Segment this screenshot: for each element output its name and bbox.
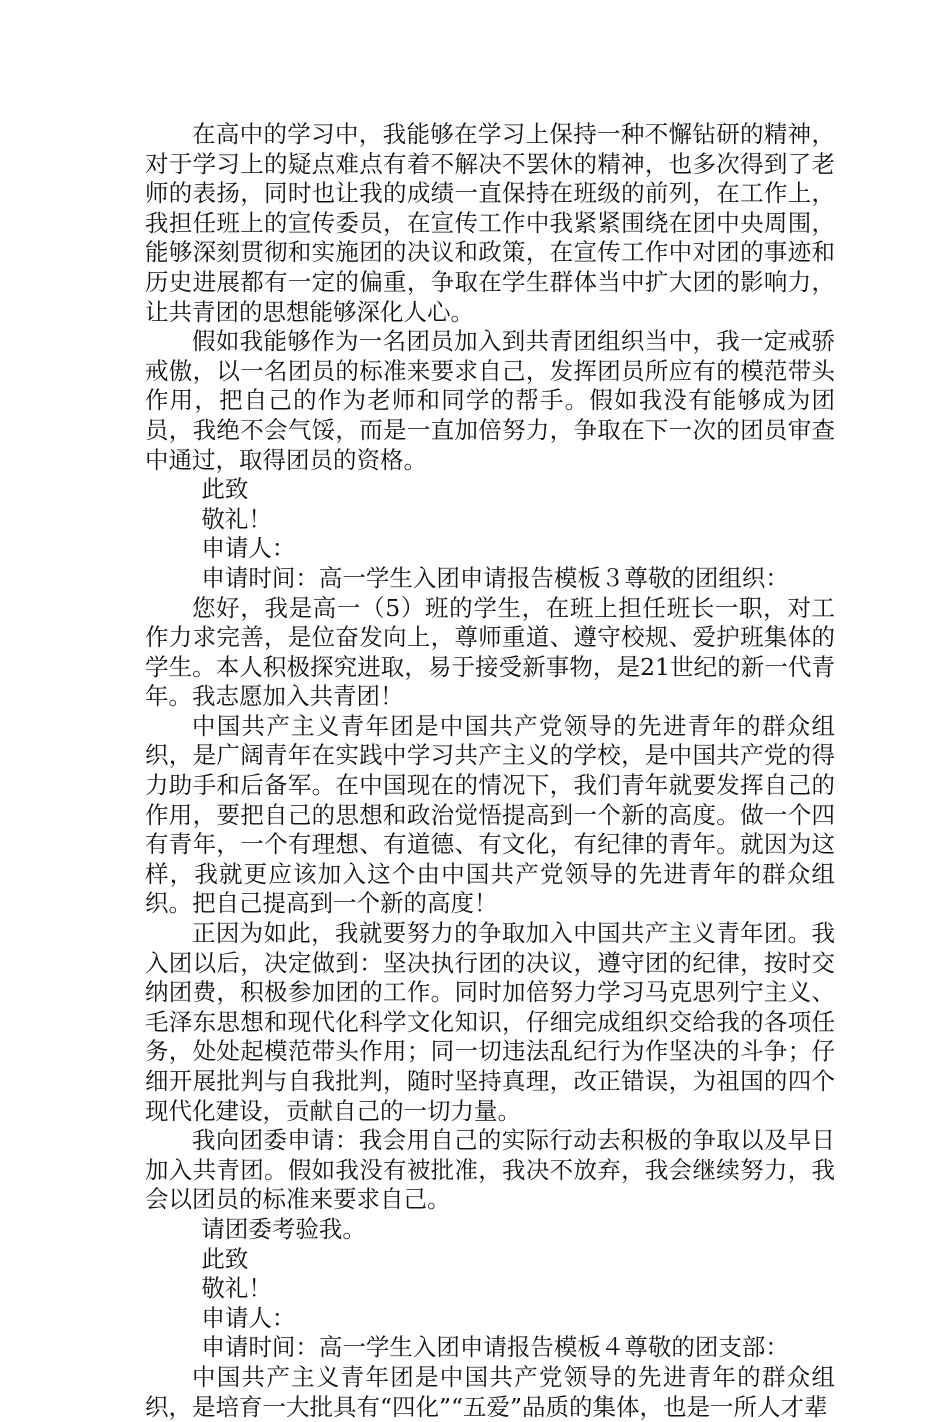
- closing-salutation: 此致: [201, 475, 249, 504]
- paragraph-league-definition: 中国共产主义青年团是中国共产党领导的先进青年的群众组织，是培育一大批具有“四化”“五爱”品质的集体，也是一所人才辈: [145, 1362, 835, 1421]
- paragraph-study: 在高中的学习中，我能够在学习上保持一种不懈钻研的精神，对于学习上的疑点难点有着不解决不罢休的精神，也多次得到了老师的表扬，同时也让我的成绩一直保持在班级的前列，在工作上，我担任班上的宣传委员，在宣传工作中我紧紧围绕在团中央周围，能够深刻贯彻和实施团的决议和政策，在宣传工作中对团的事迹和历史进展都有一定的偏重，争取在学生群体当中扩大团的影响力，让共青团的思想能够深化人心。: [145, 120, 835, 326]
- paragraph-request: 我向团委申请：我会用自己的实际行动去积极的争取以及早日加入共青团。假如我没有被批准，我决不放弃，我会继续努力，我会以团员的标准来要求自己。: [145, 1126, 835, 1214]
- paragraph-league-intro: 中国共产主义青年团是中国共产党领导的先进青年的群众组织，是广阔青年在实践中学习共产主义的学校，是中国共产党的得力助手和后备军。在中国现在的情况下，我们青年就要发挥自己的作用，要把自己的思想和政治觉悟提高到一个新的高度。做一个四有青年，一个有理想、有道德、有文化，有纪律的青年。就因为这样，我就更应该加入这个由中国共产党领导的先进青年的群众组织。把自己提高到一个新的高度！: [145, 711, 835, 918]
- application-date-template-4: 申请时间：高一学生入团申请报告模板４尊敬的团支部：: [201, 1333, 789, 1362]
- application-date-template-3: 申请时间：高一学生入团申请报告模板３尊敬的团组织：: [201, 563, 789, 592]
- applicant-label-2: 申请人：: [201, 1303, 296, 1332]
- closing-salutation-2: 此致: [201, 1244, 249, 1273]
- paragraph-pledge: 正因为如此，我就要努力的争取加入中国共产主义青年团。我入团以后，决定做到：坚决执行团的决议，遵守团的纪律，按时交纳团费，积极参加团的工作。同时加倍努力学习马克思列宁主义、毛泽东思想和现代化科学文化知识，仔细完成组织交给我的各项任务，处处起模范带头作用；同一切违法乱纪行为作坚决的斗争；仔细开展批判与自我批判，随时坚持真理，改正错误，为祖国的四个现代化建设，贡献自己的一切力量。: [145, 919, 835, 1125]
- test-request-line: 请团委考验我。: [201, 1214, 366, 1243]
- paragraph-greeting: 您好，我是高一（5）班的学生，在班上担任班长一职，对工作力求完善，是位奋发向上，尊师重道、遵守校规、爱护班集体的学生。本人积极探究进取，易于接受新事物，是21世纪的新一代青年。我志愿加入共青团！: [145, 593, 835, 711]
- closing-regards: 敬礼！: [201, 504, 272, 533]
- closing-regards-2: 敬礼！: [201, 1274, 272, 1303]
- paragraph-commitment: 假如我能够作为一名团员加入到共青团组织当中，我一定戒骄戒傲，以一名团员的标准来要求自己，发挥团员所应有的模范带头作用，把自己的作为老师和同学的帮手。假如我没有能够成为团员，我绝不会气馁，而是一直加倍努力，争取在下一次的团员审查中通过，取得团员的资格。: [145, 327, 835, 474]
- document-body: [145, 120, 835, 1422]
- applicant-label: 申请人：: [201, 534, 296, 563]
